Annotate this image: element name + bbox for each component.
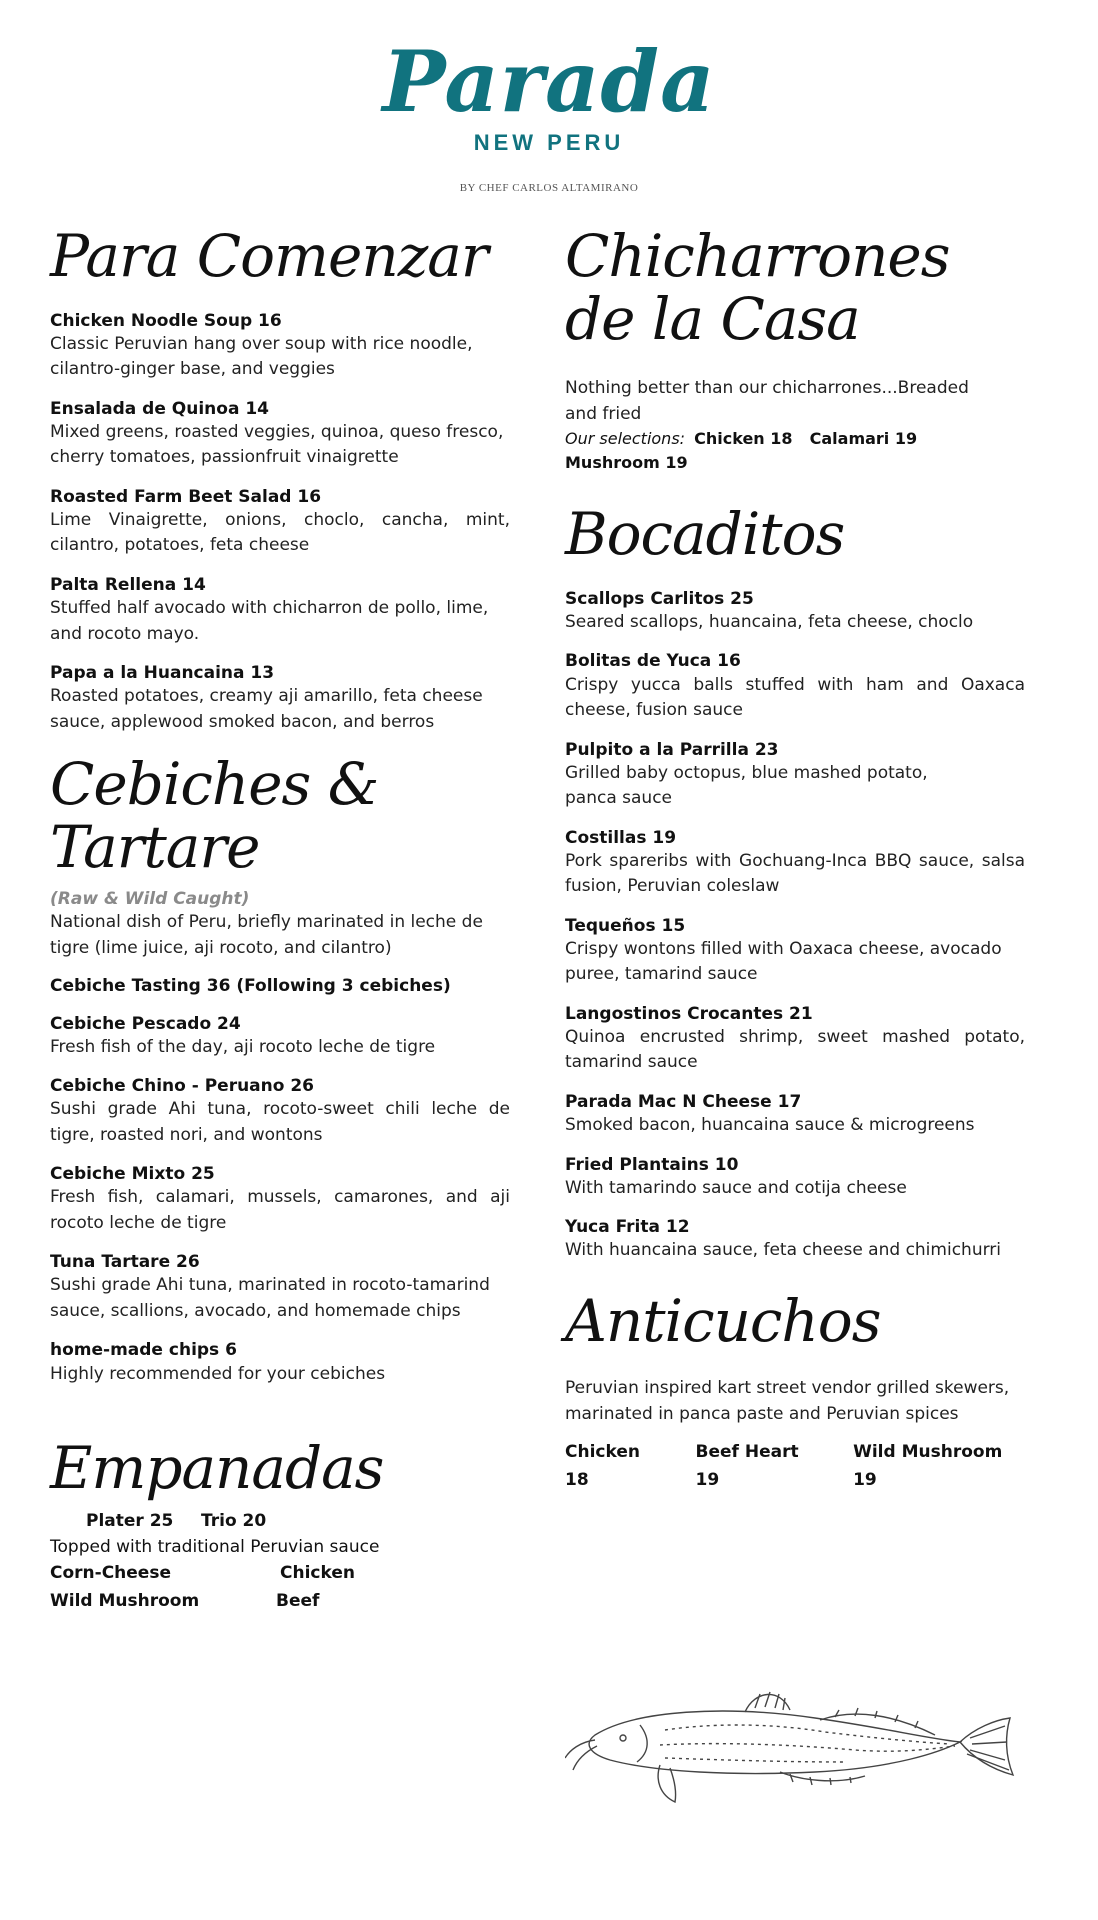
item-desc: Stuffed half avocado with chicharron de pollo, lime, and rocoto mayo. xyxy=(50,598,489,644)
logo: Parada xyxy=(382,32,716,131)
section-title-cebiches: Cebiches & Tartare xyxy=(50,750,379,881)
item-desc: Fresh fish, calamari, mussels, camarones, and aji rocoto leche de tigre xyxy=(50,1187,510,1233)
menu-item xyxy=(565,739,1025,812)
menu-item xyxy=(50,398,510,471)
menu-item xyxy=(565,1091,1025,1139)
item-desc: Pork spareribs with Gochuang-Inca BBQ sauce, salsa fusion, Peruvian coleslaw xyxy=(565,850,1025,897)
chicharrones-selections xyxy=(565,427,1025,475)
anticuchos-options xyxy=(565,1439,1025,1493)
anticucho-option: Beef Heart 19 xyxy=(695,1442,799,1490)
menu-item xyxy=(50,1339,510,1387)
plater-price: Plater 25 xyxy=(86,1510,174,1531)
cebiches-list xyxy=(50,1013,510,1387)
item-name: Chicken Noodle Soup 16 xyxy=(50,310,282,331)
section-title-anticuchos: Anticuchos xyxy=(565,1286,881,1355)
item-desc: Roasted potatoes, creamy aji amarillo, feta cheese sauce, applewood smoked bacon, and berros xyxy=(50,686,483,732)
menu-item xyxy=(50,574,510,647)
selections-label: Our selections: xyxy=(565,429,686,449)
anticuchos-desc: Peruvian inspired kart street vendor grilled skewers, marinated in panca paste and Peruvian spices xyxy=(565,1378,1010,1424)
left-column xyxy=(50,222,510,1615)
cebiches-intro: National dish of Peru, briefly marinated in leche de tigre (lime juice, aji rocoto, and cilantro) xyxy=(50,912,483,958)
item-name: Ensalada de Quinoa 14 xyxy=(50,398,269,419)
item-name: Fried Plantains 10 xyxy=(565,1154,739,1175)
item-desc: Crispy yucca balls stuffed with ham and Oaxaca cheese, fusion sauce xyxy=(565,674,1025,721)
menu-item xyxy=(565,915,1025,988)
item-name: Langostinos Crocantes 21 xyxy=(565,1003,813,1024)
section-title-chicharrones: Chicharrones de la Casa xyxy=(565,222,950,353)
selection-option: Chicken 18 xyxy=(694,429,793,449)
header xyxy=(0,32,1098,194)
item-desc: Lime Vinaigrette, onions, choclo, cancha, mint, cilantro, potatoes, feta cheese xyxy=(50,509,510,556)
item-name: Palta Rellena 14 xyxy=(50,574,206,595)
tagline: NEW PERU xyxy=(473,130,625,155)
section-title-empanadas: Empanadas xyxy=(50,1434,384,1502)
item-name: Cebiche Chino - Peruano 26 xyxy=(50,1076,315,1097)
menu-item xyxy=(565,827,1025,900)
empanadas-desc: Topped with traditional Peruvian sauce xyxy=(50,1536,380,1557)
item-name: Bolitas de Yuca 16 xyxy=(565,651,741,672)
item-desc: Mixed greens, roasted veggies, quinoa, queso fresco, cherry tomatoes, passionfruit vinaigrette xyxy=(50,421,504,468)
menu-item xyxy=(565,650,1025,723)
byline: BY CHEF CARLOS ALTAMIRANO xyxy=(459,182,639,194)
empanadas-prices xyxy=(50,1508,510,1535)
menu-item xyxy=(50,486,510,559)
item-desc: Quinoa encrusted shrimp, sweet mashed potato, tamarind sauce xyxy=(565,1026,1025,1073)
selection-option: Mushroom 19 xyxy=(565,453,688,473)
section-title-bocaditos: Bocaditos xyxy=(565,500,845,569)
menu-item xyxy=(565,1003,1025,1076)
raw-note: (Raw & Wild Caught) xyxy=(50,889,250,910)
menu-item xyxy=(50,662,510,735)
right-column xyxy=(565,222,1025,1494)
para-comenzar-list xyxy=(50,310,510,735)
cebiche-tasting: Cebiche Tasting 36 (Following 3 cebiches) xyxy=(50,976,451,997)
section-title-para-comenzar: Para Comenzar xyxy=(50,222,488,290)
item-name: Cebiche Pescado 24 xyxy=(50,1013,241,1034)
item-desc: Fresh fish of the day, aji rocoto leche de tigre xyxy=(50,1036,436,1057)
menu-item xyxy=(565,1216,1025,1264)
menu-item xyxy=(50,1075,510,1148)
empanada-option: Wild Mushroom xyxy=(50,1590,200,1611)
item-name: Scallops Carlitos 25 xyxy=(565,588,754,609)
chicharrones-desc: Nothing better than our chicharrones...Breaded and fried xyxy=(565,378,969,424)
menu-item xyxy=(565,588,1025,636)
item-name: Tuna Tartare 26 xyxy=(50,1252,200,1273)
item-name: Roasted Farm Beet Salad 16 xyxy=(50,486,322,507)
item-name: Costillas 19 xyxy=(565,827,677,848)
selection-option: Calamari 19 xyxy=(809,429,918,449)
anticucho-option: Wild Mushroom 19 xyxy=(853,1442,1003,1490)
item-name: Tequeños 15 xyxy=(565,915,686,936)
bocaditos-list xyxy=(565,588,1025,1264)
item-name: Yuca Frita 12 xyxy=(565,1217,690,1238)
item-name: Cebiche Mixto 25 xyxy=(50,1164,215,1185)
fish-icon xyxy=(565,1680,1035,1814)
empanadas-options-row xyxy=(50,1560,510,1587)
item-name: Pulpito a la Parrilla 23 xyxy=(565,739,779,760)
empanadas-options-row xyxy=(50,1588,510,1615)
item-desc: Classic Peruvian hang over soup with rice noodle, cilantro-ginger base, and veggies xyxy=(50,333,473,380)
item-name: Papa a la Huancaina 13 xyxy=(50,663,275,683)
menu-item xyxy=(50,1163,510,1236)
item-desc: Crispy wontons filled with Oaxaca cheese, avocado puree, tamarind sauce xyxy=(565,938,1002,985)
menu-item xyxy=(565,1154,1025,1202)
item-name: Parada Mac N Cheese 17 xyxy=(565,1091,802,1112)
empanada-option: Corn-Cheese xyxy=(50,1563,171,1584)
item-desc: Sushi grade Ahi tuna, rocoto-sweet chili leche de tigre, roasted nori, and wontons xyxy=(50,1099,510,1145)
menu-item xyxy=(50,1013,510,1061)
item-desc: With tamarindo sauce and cotija cheese xyxy=(565,1177,907,1198)
menu-item xyxy=(50,1251,510,1324)
empanada-option: Chicken xyxy=(280,1563,355,1584)
item-desc: Highly recommended for your cebiches xyxy=(50,1363,386,1384)
item-name: home-made chips 6 xyxy=(50,1340,237,1361)
trio-price: Trio 20 xyxy=(201,1510,267,1531)
item-desc: Seared scallops, huancaina, feta cheese, choclo xyxy=(565,611,974,632)
item-desc: Sushi grade Ahi tuna, marinated in rocoto-tamarind sauce, scallions, avocado, and homemade chips xyxy=(50,1275,490,1321)
empanada-option: Beef xyxy=(276,1590,320,1611)
menu-item xyxy=(50,310,510,383)
item-desc: Grilled baby octopus, blue mashed potato, panca sauce xyxy=(565,762,928,809)
anticucho-option: Chicken 18 xyxy=(565,1442,640,1490)
item-desc: Smoked bacon, huancaina sauce & microgreens xyxy=(565,1115,975,1136)
item-desc: With huancaina sauce, feta cheese and chimichurri xyxy=(565,1240,1001,1261)
